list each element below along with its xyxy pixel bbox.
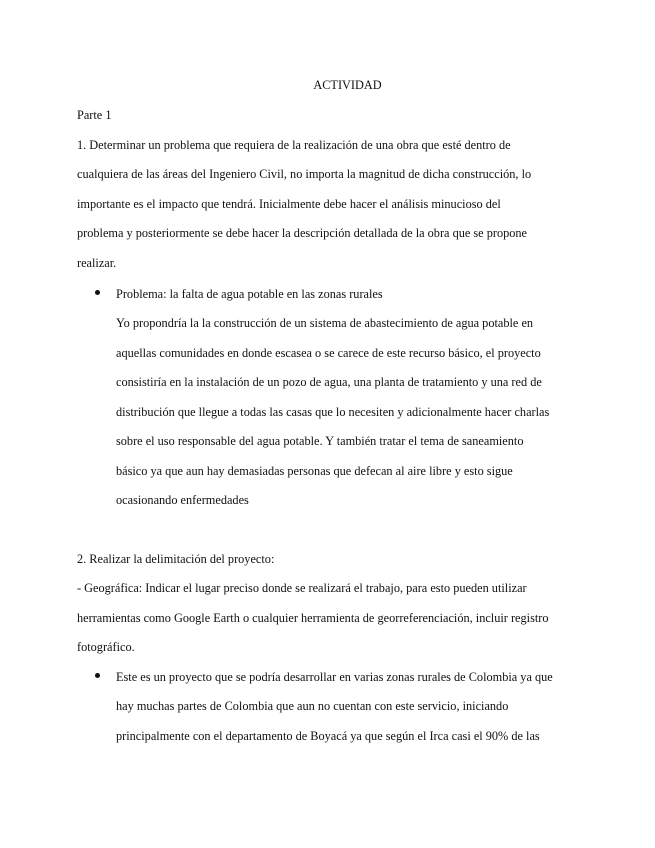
question-1-line: problema y posteriormente se debe hacer la descripción detallada de la obra que se propone: [77, 226, 528, 240]
bullet-1-line: sobre el uso responsable del agua potable. Y también tratar el tema de saneamiento: [116, 434, 524, 448]
question-1-line: 1. Determinar un problema que requiera de la realización de una obra que esté dentro de: [77, 138, 511, 152]
bullet-2-line: principalmente con el departamento de Boyacá ya que según el Irca casi el 90% de las: [116, 729, 540, 743]
bullet-2-line: hay muchas partes de Colombia que aun no cuentan con este servicio, iniciando: [116, 699, 509, 713]
bullet-1-line: aquellas comunidades en donde escasea o se carece de este recurso básico, el proyecto: [116, 346, 541, 360]
bullet-icon: [95, 290, 100, 295]
question-2-line: fotográfico.: [77, 640, 135, 654]
question-2-line: herramientas como Google Earth o cualquier herramienta de georreferenciación, incluir registro: [77, 611, 549, 625]
bullet-icon: [95, 673, 100, 678]
document-title: ACTIVIDAD: [313, 78, 382, 92]
bullet-1-line: Problema: la falta de agua potable en las zonas rurales: [116, 287, 383, 301]
bullet-1-line: básico ya que aun hay demasiadas personas que defecan al aire libre y esto sigue: [116, 464, 513, 478]
question-1-line: realizar.: [77, 256, 117, 270]
bullet-1-line: consistiría en la instalación de un pozo de agua, una planta de tratamiento y una red de: [116, 375, 542, 389]
bullet-1-line: Yo propondría la la construcción de un sistema de abastecimiento de agua potable en: [116, 316, 534, 330]
bullet-1-line: ocasionando enfermedades: [116, 493, 249, 507]
bullet-2-line: Este es un proyecto que se podría desarrollar en varias zonas rurales de Colombia ya que: [116, 670, 553, 684]
bullet-1-line: distribución que llegue a todas las casas que lo necesiten y adicionalmente hacer charlas: [116, 405, 550, 419]
question-1-line: cualquiera de las áreas del Ingeniero Civil, no importa la magnitud de dicha construcción, lo: [77, 167, 532, 181]
part-heading: Parte 1: [77, 108, 112, 122]
question-2-line: 2. Realizar la delimitación del proyecto:: [77, 552, 275, 566]
question-1-line: importante es el impacto que tendrá. Inicialmente debe hacer el análisis minucioso del: [77, 197, 501, 211]
question-2-line: - Geográfica: Indicar el lugar preciso donde se realizará el trabajo, para esto pueden utilizar: [77, 581, 527, 595]
